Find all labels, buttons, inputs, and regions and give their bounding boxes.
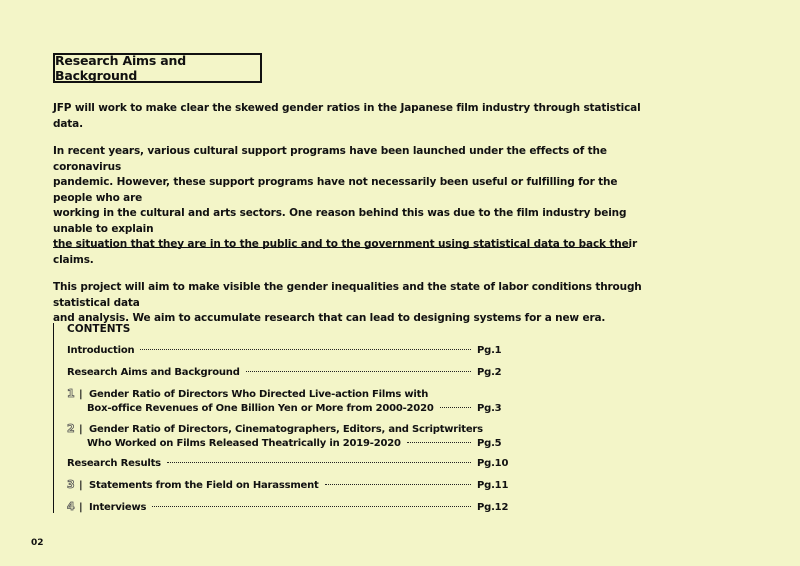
toc-number: 1	[67, 387, 75, 400]
toc-item-label: Introduction	[67, 345, 135, 356]
toc-item-label-line2: Who Worked on Films Released Theatrically in 2019-2020	[87, 438, 401, 449]
toc-item-label: Gender Ratio of Directors Who Directed Live-action Films with	[89, 389, 429, 400]
toc-item-label: Interviews	[89, 502, 147, 513]
dot-leader	[325, 484, 471, 485]
dot-leader	[167, 462, 471, 463]
toc-item-label: Research Aims and Background	[67, 367, 240, 378]
toc-item-research-aims[interactable]	[67, 366, 507, 380]
toc-page: Pg.10	[477, 458, 509, 469]
toc-page: Pg.11	[477, 480, 509, 491]
toc-page: Pg.12	[477, 502, 509, 513]
contents-heading: CONTENTS	[67, 323, 131, 335]
toc-bar: |	[79, 424, 83, 435]
section-title: Research Aims and Background	[55, 53, 186, 83]
toc-item-introduction[interactable]	[67, 344, 507, 358]
dot-leader	[440, 407, 471, 408]
paragraph: In recent years, various cultural support programs have been launched under the effects of the coronavirus pandemic. However, these support programs have not necessarily been useful or fulfilling for the people who are working in the cultural and arts sectors. One reason behind this was due to the film industry being unable to explain the situation that they are in to the public and to the government using statistical data to back their claims.	[53, 145, 638, 266]
dot-leader	[407, 442, 471, 443]
dot-leader	[246, 371, 471, 372]
toc-bar: |	[79, 480, 83, 491]
toc-item-2[interactable]	[67, 422, 507, 451]
toc-page: Pg.3	[477, 403, 502, 414]
toc-item-3[interactable]	[67, 478, 507, 493]
toc-item-4[interactable]	[67, 500, 507, 515]
dot-leader	[152, 506, 471, 507]
toc-page: Pg.2	[477, 367, 502, 378]
toc-item-label-line2: Box-office Revenues of One Billion Yen or More from 2000-2020	[87, 403, 434, 414]
page-number: 02	[31, 538, 44, 548]
divider	[53, 247, 630, 248]
toc-item-research-results[interactable]	[67, 457, 507, 471]
paragraph: JFP will work to make clear the skewed gender ratios in the Japanese film industry through statistical data.	[53, 102, 641, 130]
toc-bar: |	[79, 502, 83, 513]
toc-number: 2	[67, 422, 75, 435]
table-of-contents	[53, 323, 514, 513]
toc-item-1[interactable]	[67, 387, 507, 416]
section-title-box	[53, 53, 262, 83]
toc-number: 4	[67, 500, 75, 513]
toc-bar: |	[79, 389, 83, 400]
toc-page: Pg.1	[477, 345, 502, 356]
toc-item-label: Research Results	[67, 458, 161, 469]
dot-leader	[140, 349, 471, 350]
toc-item-label: Gender Ratio of Directors, Cinematographers, Editors, and Scriptwriters	[89, 424, 483, 435]
toc-number: 3	[67, 478, 75, 491]
toc-page: Pg.5	[477, 438, 502, 449]
paragraph: This project will aim to make visible the gender inequalities and the state of labor conditions through statistical data and analysis. We aim to accumulate research that can lead to designing systems for a new era.	[53, 281, 642, 324]
toc-item-label: Statements from the Field on Harassment	[89, 480, 319, 491]
intro-text	[53, 101, 643, 339]
